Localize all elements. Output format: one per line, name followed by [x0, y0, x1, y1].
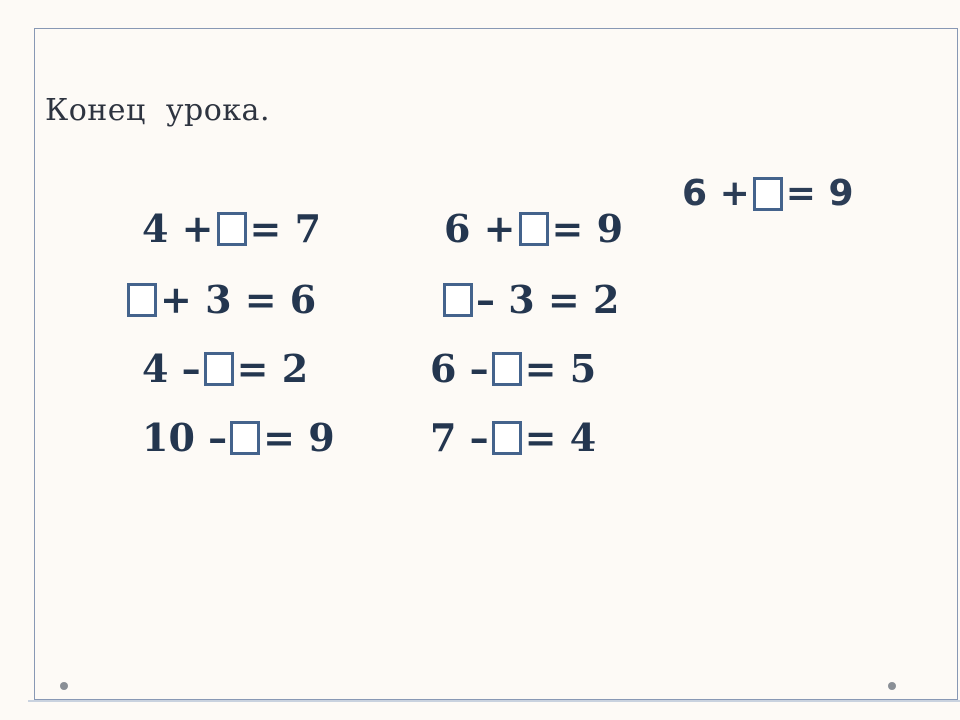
equation-8 — [430, 415, 597, 460]
answer-box[interactable] — [492, 352, 522, 386]
equation-right: = 9 — [551, 206, 624, 251]
bottom-divider — [28, 700, 960, 702]
equation-left: 6 – — [430, 346, 489, 391]
answer-box[interactable] — [127, 283, 157, 317]
equation-7 — [142, 415, 335, 460]
equation-left: 6 + — [682, 173, 750, 214]
equation-right: = 9 — [263, 415, 335, 460]
equation-right: = 4 — [524, 415, 597, 460]
equation-right: = 9 — [785, 173, 854, 214]
equation-right: = 7 — [249, 206, 322, 251]
equation-left: 10 – — [142, 415, 228, 460]
equation-right: = 2 — [236, 346, 309, 391]
equation-1 — [142, 206, 322, 251]
example-equation — [682, 173, 854, 214]
equation-left: 4 + — [142, 206, 214, 251]
answer-box[interactable] — [230, 421, 260, 455]
equation-4 — [440, 277, 620, 322]
equation-6 — [430, 346, 597, 391]
equation-right: – 3 = 2 — [476, 277, 620, 322]
equation-5 — [142, 346, 309, 391]
answer-box[interactable] — [217, 212, 247, 246]
answer-box[interactable] — [492, 421, 522, 455]
equation-left: 6 + — [444, 206, 516, 251]
bullet-dot-right — [888, 682, 896, 690]
equation-left: 7 – — [430, 415, 489, 460]
equation-2 — [444, 206, 624, 251]
answer-box[interactable] — [753, 177, 783, 211]
answer-box[interactable] — [204, 352, 234, 386]
answer-box[interactable] — [443, 283, 473, 317]
equation-right: = 5 — [524, 346, 597, 391]
bullet-dot-left — [60, 682, 68, 690]
equation-3 — [124, 277, 317, 322]
slide-title: Конец урока. — [45, 93, 270, 128]
answer-box[interactable] — [519, 212, 549, 246]
equation-right: + 3 = 6 — [160, 277, 317, 322]
equation-left: 4 – — [142, 346, 201, 391]
